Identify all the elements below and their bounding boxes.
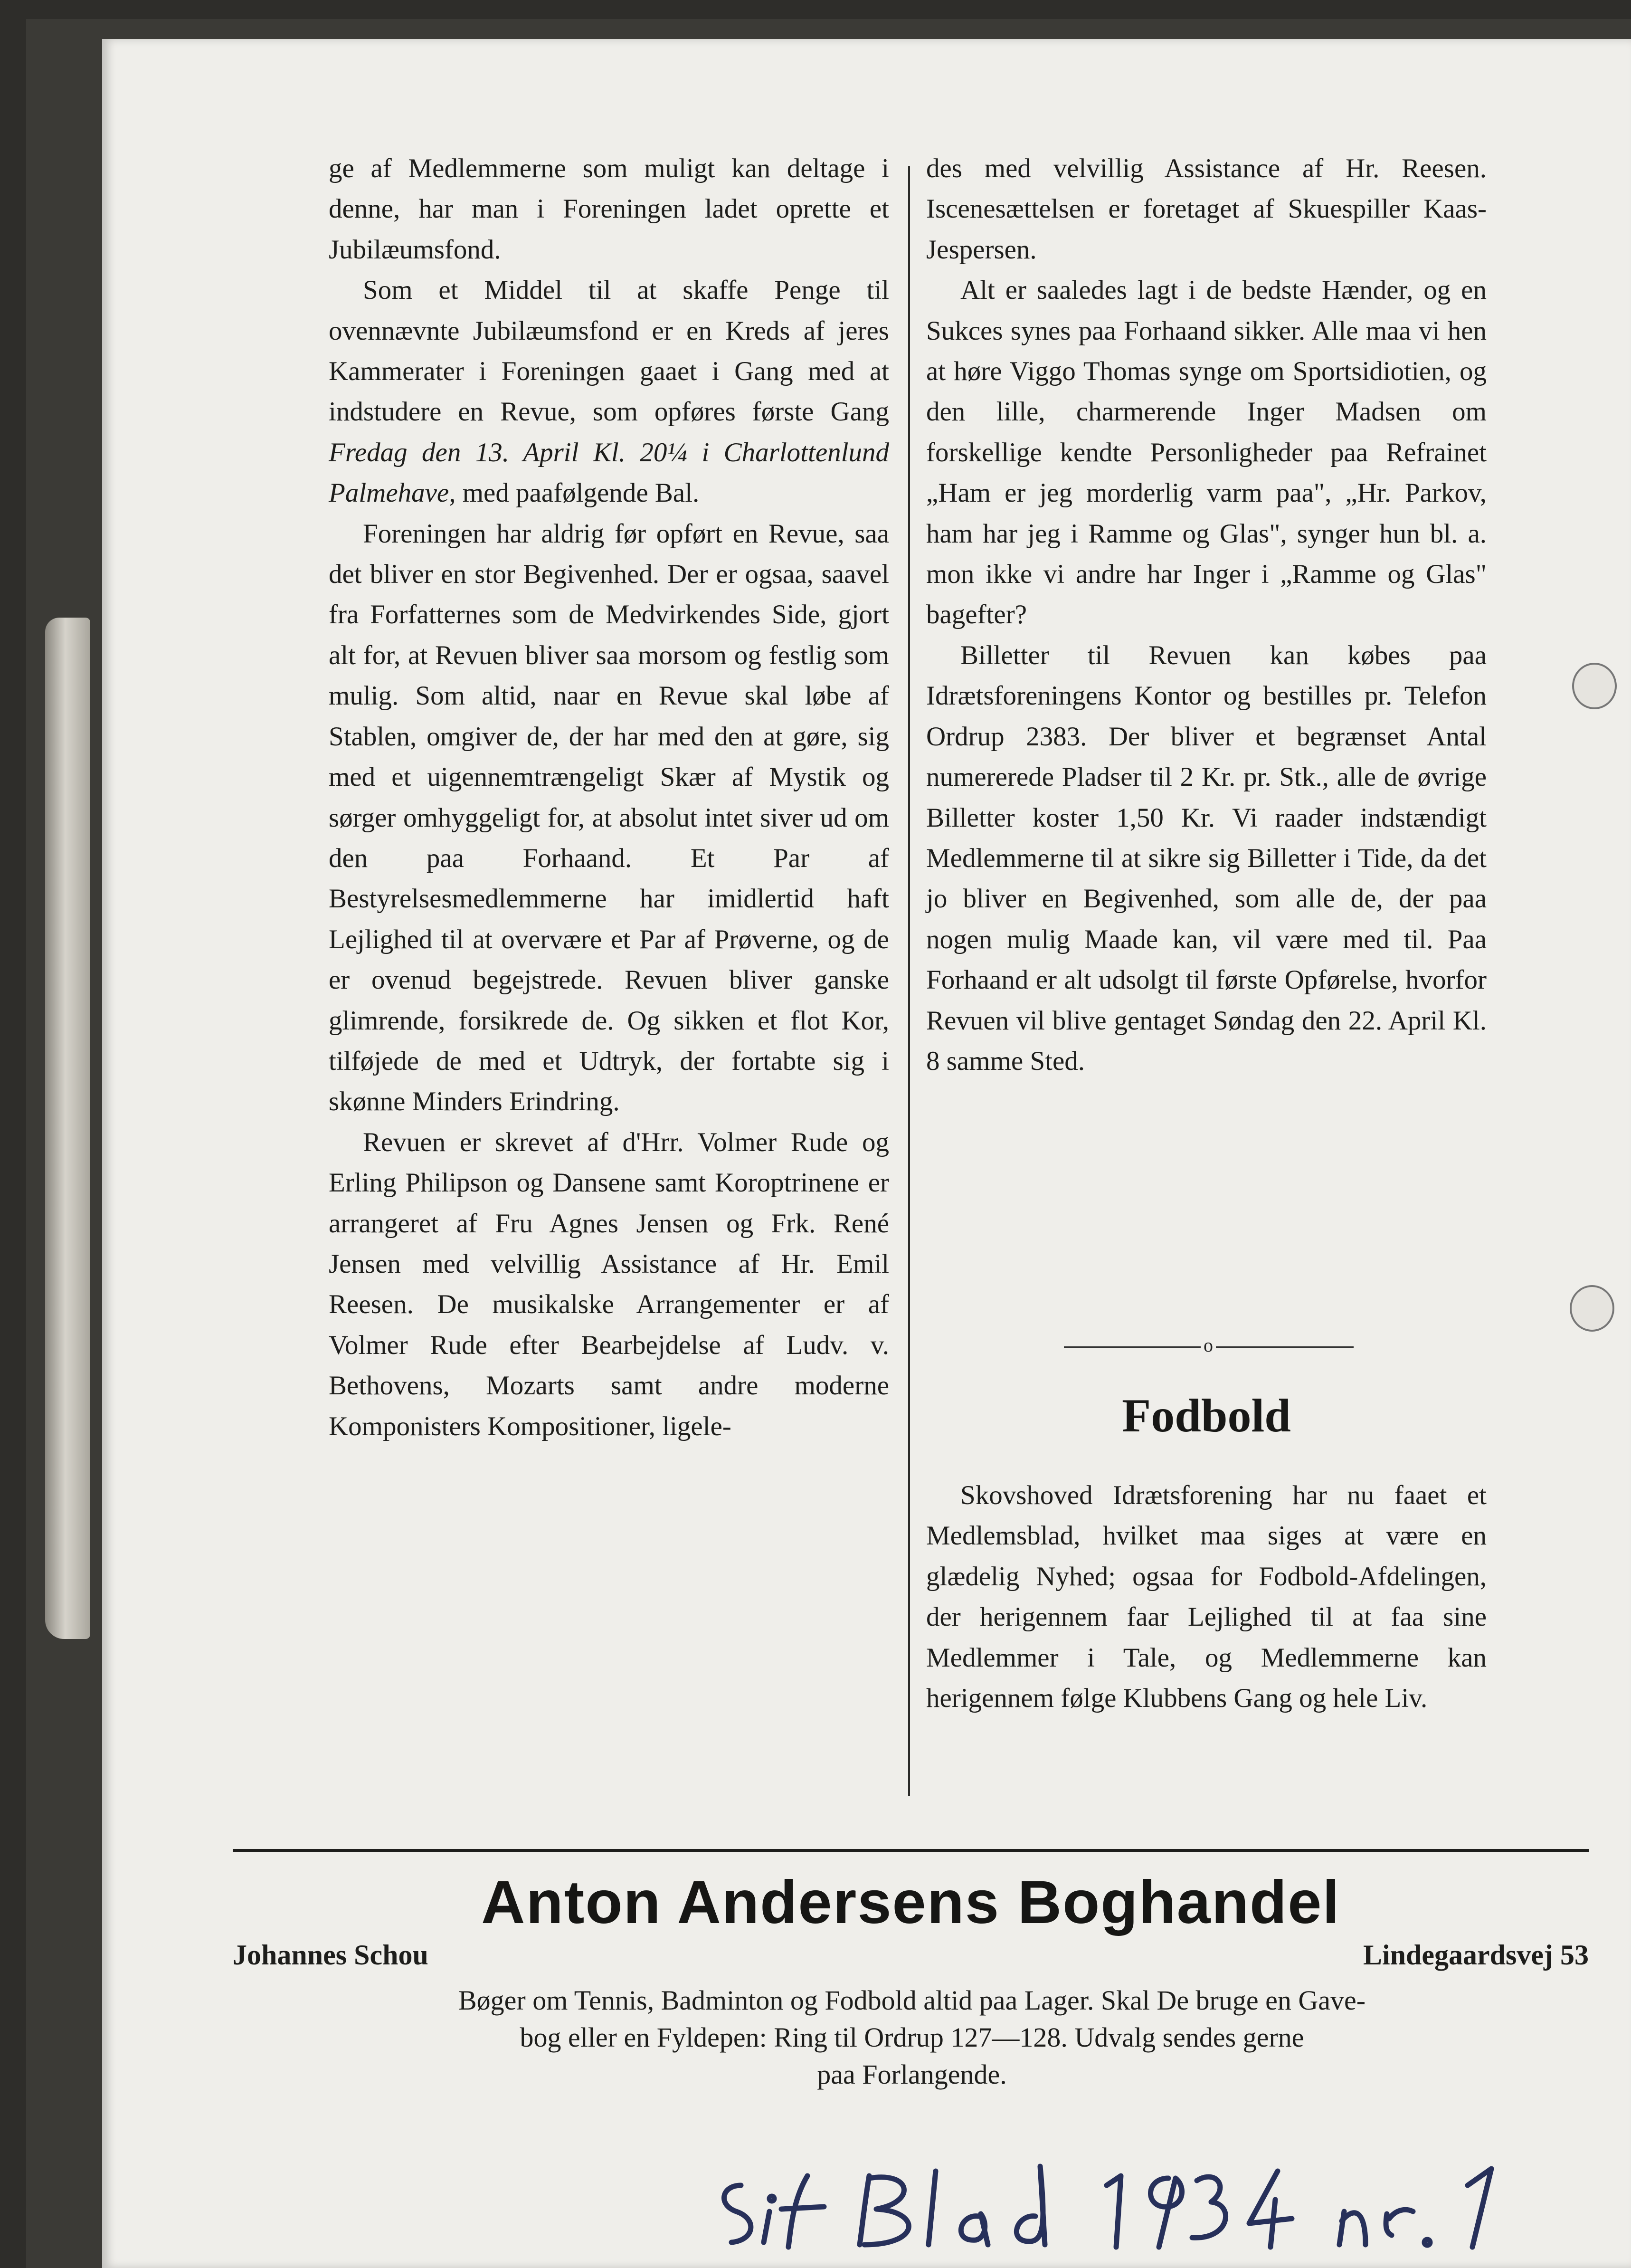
paragraph: [329, 270, 889, 513]
paragraph: Billetter til Revuen kan købes paa Idrætsforeningens Kontor og bestilles pr. Telefon Ordrup 2383. Der bliver et begrænset Antal numererede Pladser til 2 Kr. pr. Stk., alle de øvrige Billetter koster 1,50 Kr. Vi raader indstændigt Medlemmerne til at sikre sig Billetter i Tide, da det jo bliver en Begivenhed, som alle de, der paa nogen mulig Maade kan, vil være med til. Paa Forhaand er alt udsolgt til første Opførelse, hvorfor Revuen vil blive gentaget Søndag den 22. April Kl. 8 samme Sted.: [926, 640, 1487, 1076]
fodbold-section: [926, 1475, 1487, 1718]
advertisement-address: Lindegaardsvej 53: [1363, 1939, 1589, 1971]
event-date-italic: Fredag den 13. April Kl. 20¼ i Charlottenlund Palmehave,: [329, 437, 889, 508]
paragraph-tail: med paafølgende Bal.: [455, 478, 700, 508]
paragraph: des med velvillig Assistance af Hr. Reesen. Iscenesættelsen er foretaget af Skuespiller Kaas-Jespersen.: [926, 153, 1487, 265]
paragraph: Revuen er skrevet af d'Hrr. Volmer Rude og Erling Philipson og Dansene samt Koroptrinene er arrangeret af Fru Agnes Jensen og Frk. René Jensen med velvillig Assistance af Hr. Emil Reesen. De musikalske Arrangementer er af Volmer Rude efter Bearbejdelse af Ludv. v. Bethovens, Mozarts samt andre moderne Komponisters Kompositioner, ligele-: [329, 1127, 889, 1441]
paragraph: Foreningen har aldrig før opført en Revue, saa det bliver en stor Begivenhed. Der er ogsaa, saavel fra Forfatternes som de Medvirkendes Side, gjort alt for, at Revuen bliver saa morsom og festlig som mulig. Som altid, naar en Revue skal løbe af Stablen, omgiver de, der har med den at gøre, sig med et uigennemtrængeligt Skær af Mystik og sørger omhyggeligt for, at absolut intet siver ud om den paa Forhaand. Et Par af Bestyrelsesmedlemmerne har imidlertid haft Lejlighed til at overvære et Par af Prøverne, og de er ovenud begejstrede. Revuen bliver ganske glimrende, forsikrede de. Og sikken et flot Kor, tilføjede de med et Udtryk, der fortabte sig i skønne Minders Erindring.: [329, 518, 889, 1117]
advertisement-rule: [233, 1849, 1589, 1852]
advertisement-line: paa Forlangende.: [817, 2059, 1007, 2090]
handwritten-note: [712, 2157, 1548, 2252]
column-divider: [908, 166, 910, 1796]
advertisement-line: bog eller en Fyldepen: Ring til Ordrup 127—128. Udvalg sendes gerne: [520, 2022, 1304, 2053]
section-heading: Fodbold: [1122, 1389, 1291, 1442]
separator-mark: o: [1201, 1336, 1216, 1355]
paragraph: Alt er saaledes lagt i de bedste Hænder, og en Sukces synes paa Forhaand sikker. Alle maa vi hen at høre Viggo Thomas synge om Sportsidiotien, og den lille, charmerende Inger Madsen om forskellige kendte Personligheder paa Refrainet „Ham er jeg morderlig varm paa", „Hr. Parkov, ham har jeg i Ramme og Glas", synger hun bl. a. mon ikke vi andre har Inger i „Ramme og Glas" bagefter?: [926, 275, 1487, 630]
advertisement-title: Anton Andersens Boghandel: [481, 1868, 1340, 1936]
paragraph: ge af Medlemmerne som muligt kan deltage i denne, har man i Foreningen ladet oprette et Jubilæumsfond.: [329, 153, 889, 265]
paragraph-text: Som et Middel til at skaffe Penge til ovennævnte Jubilæumsfond er en Kreds af jeres Kammerater i Foreningen gaaet i Gang med at indstudere en Revue, som opføres første Gang: [329, 275, 889, 427]
advertisement-line: Bøger om Tennis, Badminton og Fodbold altid paa Lager. Skal De bruge en Gave-: [458, 1985, 1366, 2016]
right-column: [926, 148, 1487, 1081]
paragraph: Skovshoved Idrætsforening har nu faaet et Medlemsblad, hvilket maa siges at være en glædelig Nyhed; ogsaa for Fodbold-Afdelingen, der herigennem faar Lejlighed til at faa sine Medlemmer i Tale, og Medlemmerne kan herigennem følge Klubbens Gang og hele Liv.: [926, 1480, 1487, 1714]
advertisement-owner: Johannes Schou: [233, 1939, 428, 1971]
advertisement-body: [266, 1982, 1558, 2093]
left-column: [329, 148, 889, 1447]
